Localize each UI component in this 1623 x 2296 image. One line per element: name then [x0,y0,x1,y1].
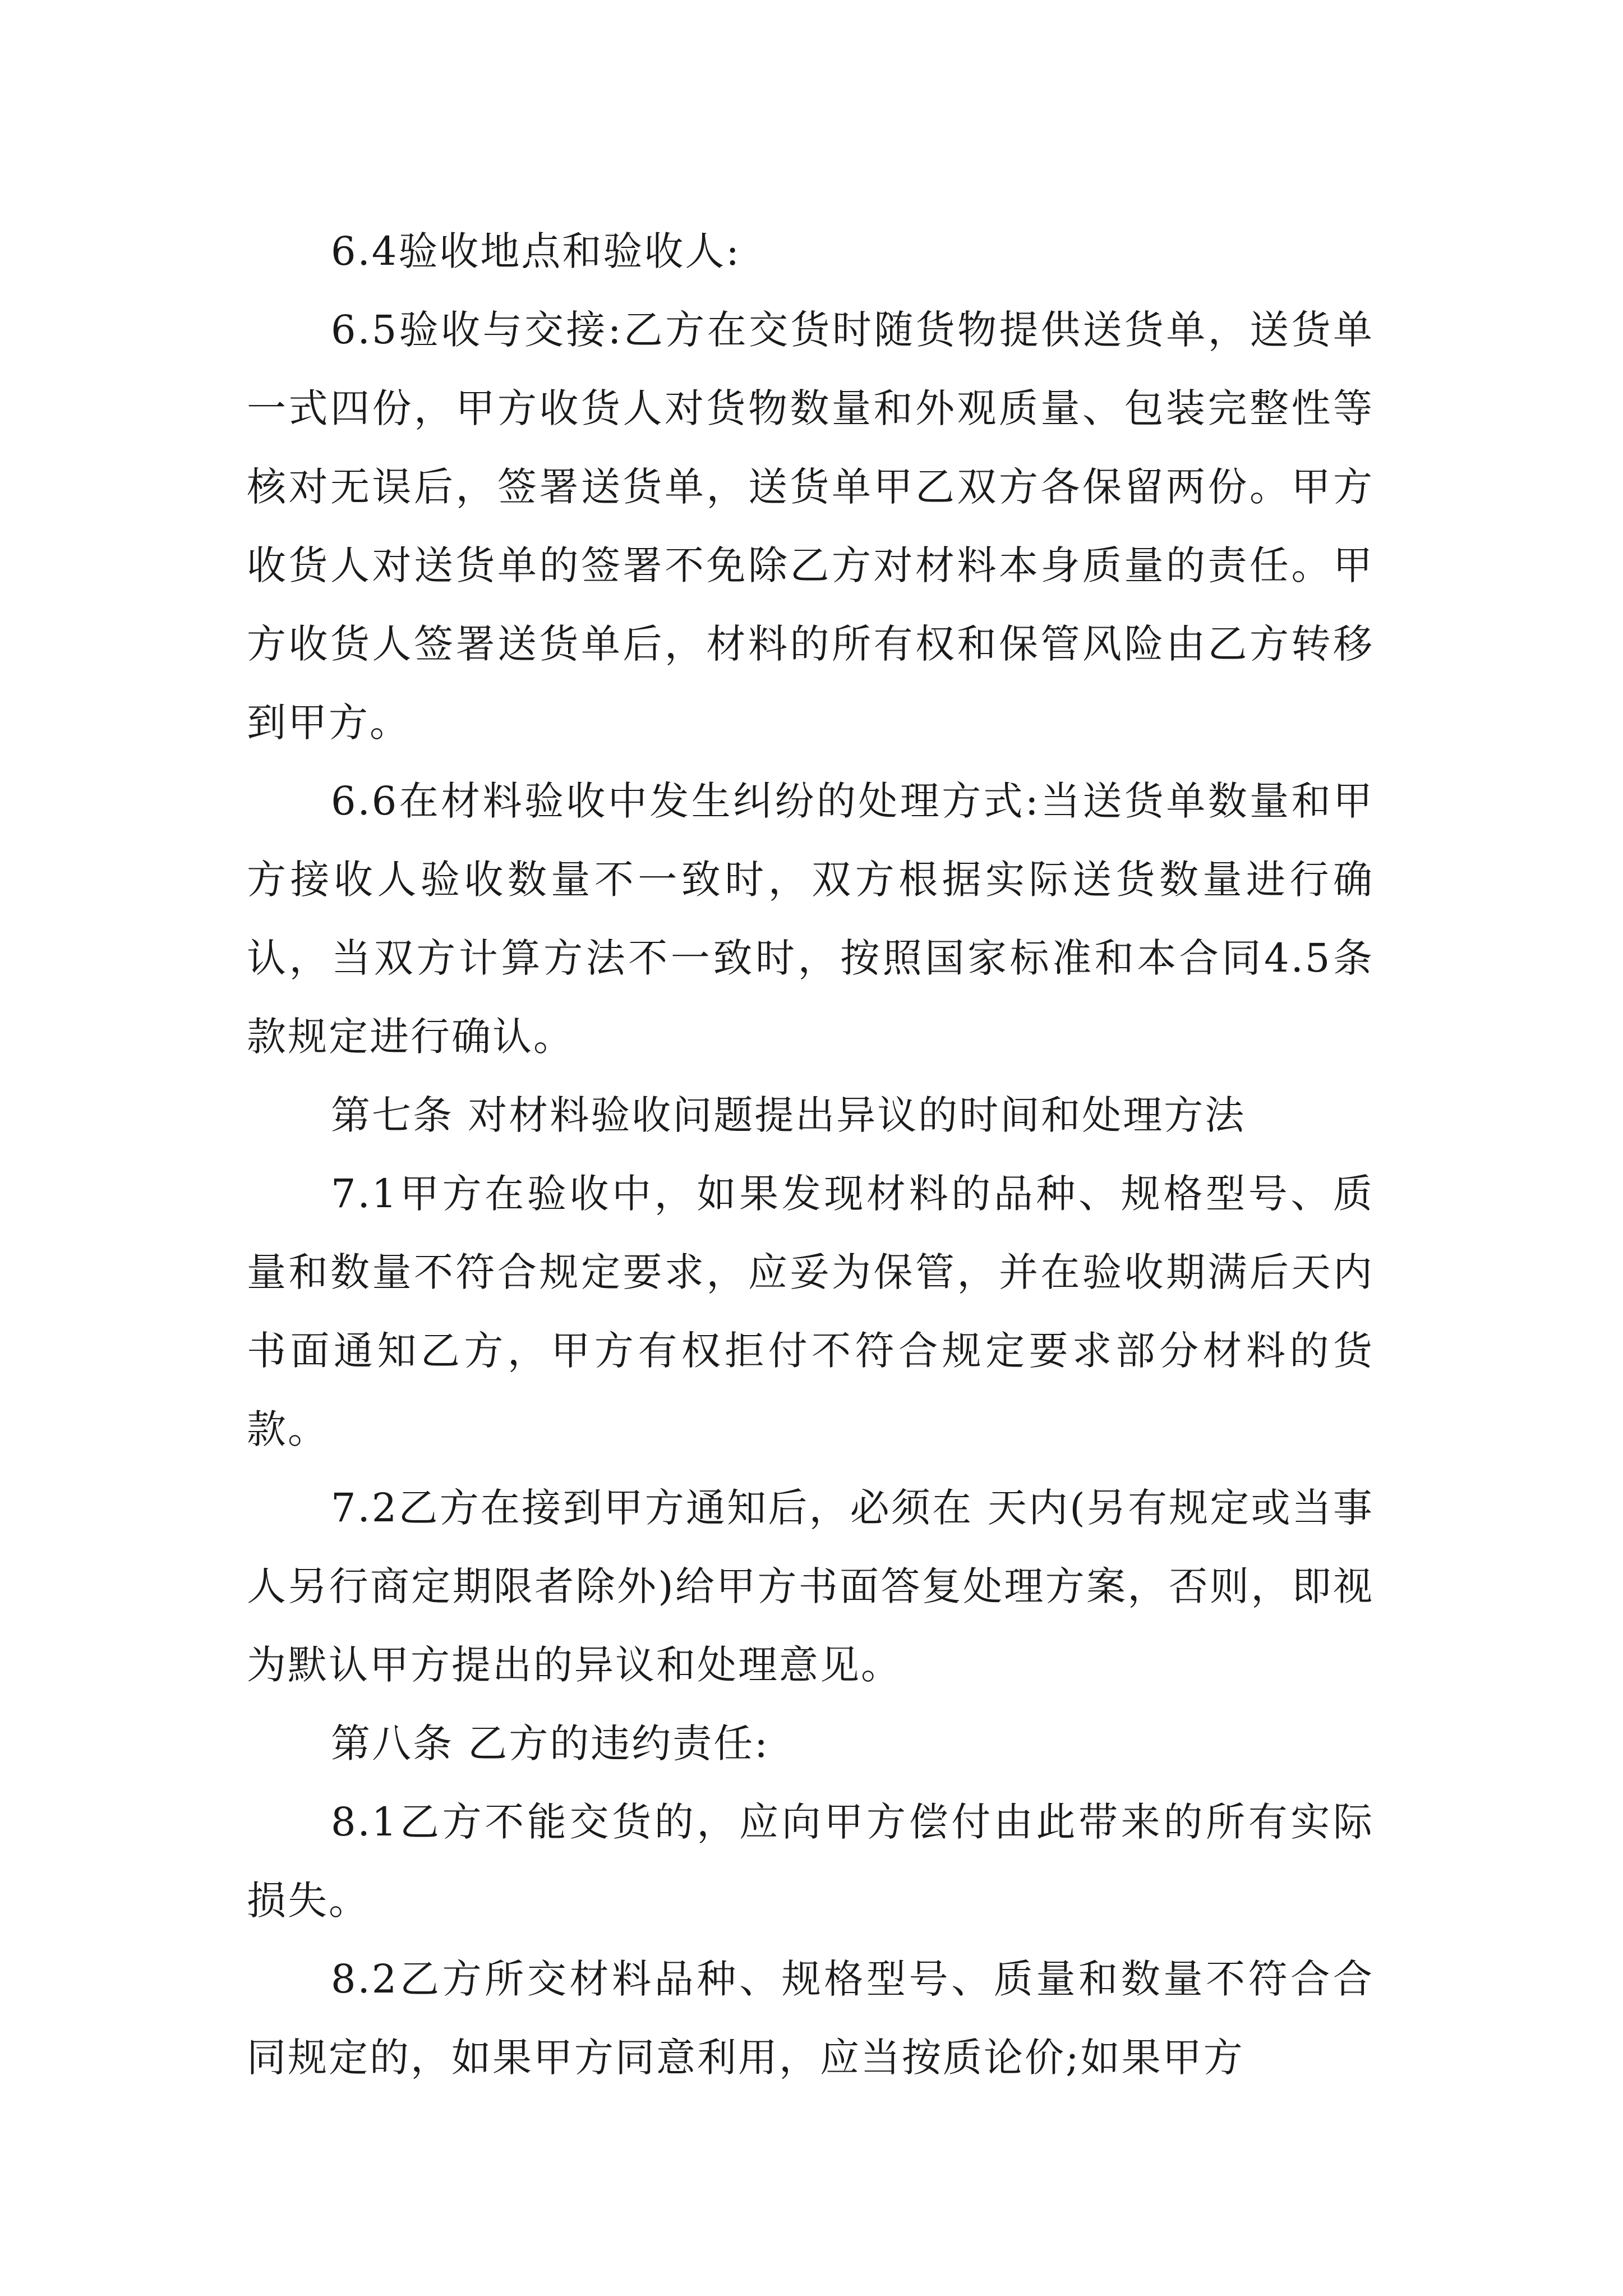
document-body [247,212,1374,2097]
clause-6-5: 6.5验收与交接:乙方在交货时随货物提供送货单，送货单一式四份，甲方收货人对货物数量和外观质量、包装完整性等核对无误后，签署送货单，送货单甲乙双方各保留两份。甲方收货人对送货单的签署不免除乙方对材料本身质量的责任。甲方收货人签署送货单后，材料的所有权和保管风险由乙方转移到甲方。 [247,307,1374,746]
article-8-heading: 第八条 乙方的违约责任: [331,1720,769,1766]
article-7-heading: 第七条 对材料验收问题提出异议的时间和处理方法 [331,1092,1246,1138]
clause-8-2: 8.2乙方所交材料品种、规格型号、质量和数量不符合合同规定的，如果甲方同意利用，应当按质论价;如果甲方 [247,1956,1374,2081]
clause-6-6: 6.6在材料验收中发生纠纷的处理方式:当送货单数量和甲方接收人验收数量不一致时，双方根据实际送货数量进行确认，当双方计算方法不一致时，按照国家标准和本合同4.5条款规定进行确认。 [247,778,1374,1060]
clause-7-1: 7.1甲方在验收中，如果发现材料的品种、规格型号、质量和数量不符合规定要求，应妥为保管，并在验收期满后天内书面通知乙方，甲方有权拒付不符合规定要求部分材料的货款。 [247,1171,1374,1452]
clause-6-4: 6.4验收地点和验收人: [331,228,741,274]
clause-8-1: 8.1乙方不能交货的，应向甲方偿付由此带来的所有实际损失。 [247,1799,1374,1924]
clause-7-2: 7.2乙方在接到甲方通知后，必须在 天内(另有规定或当事人另行商定期限者除外)给甲方书面答复处理方案，否则，即视为默认甲方提出的异议和处理意见。 [247,1485,1374,1688]
